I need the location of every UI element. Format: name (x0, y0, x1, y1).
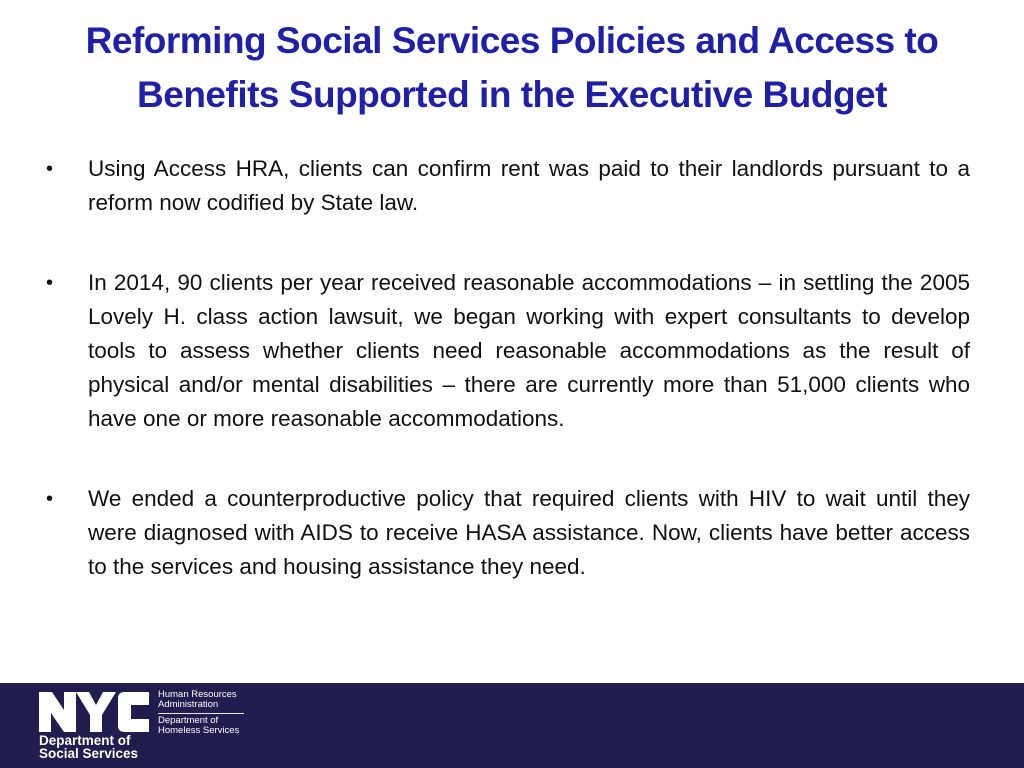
agency-hra: Human Resources Administration (158, 689, 237, 710)
svg-text:™: ™ (147, 693, 150, 697)
bullet-list (44, 152, 970, 630)
bullet-text: Using Access HRA, clients can confirm rent was paid to their landlords pursuant to a reform now codified by State law. (88, 156, 970, 215)
bullet-icon: • (46, 158, 54, 180)
footer-bar (0, 683, 1024, 768)
title-line-2: Benefits Supported in the Executive Budget (137, 74, 887, 115)
department-name: Department of Social Services (39, 733, 139, 761)
slide-title (0, 14, 1024, 122)
dss-logo (39, 690, 269, 766)
agency-divider (158, 713, 244, 714)
bullet-icon: • (46, 272, 54, 294)
bullet-icon: • (46, 488, 54, 510)
bullet-text: In 2014, 90 clients per year received reasonable accommodations – in settling the 2005 Lovely H. class action lawsuit, we began working with expert consultants to develop tools to assess whether clients need reasonable accommodations as the result of physical and/or mental disabilities – there are currently more than 51,000 clients who have one or more reasonable accommodations. (88, 270, 970, 431)
agency-dhs: Department of Homeless Services (158, 715, 240, 736)
bullet-item (44, 266, 970, 436)
title-line-1: Reforming Social Services Policies and Access to (85, 20, 939, 61)
bullet-item (44, 482, 970, 584)
nyc-logo-icon (39, 692, 151, 732)
bullet-item (44, 152, 970, 220)
agency-list (158, 690, 248, 738)
bullet-text: We ended a counterproductive policy that required clients with HIV to wait until they were diagnosed with AIDS to receive HASA assistance. Now, clients have better access to the services and housing assistance they need. (88, 486, 970, 579)
